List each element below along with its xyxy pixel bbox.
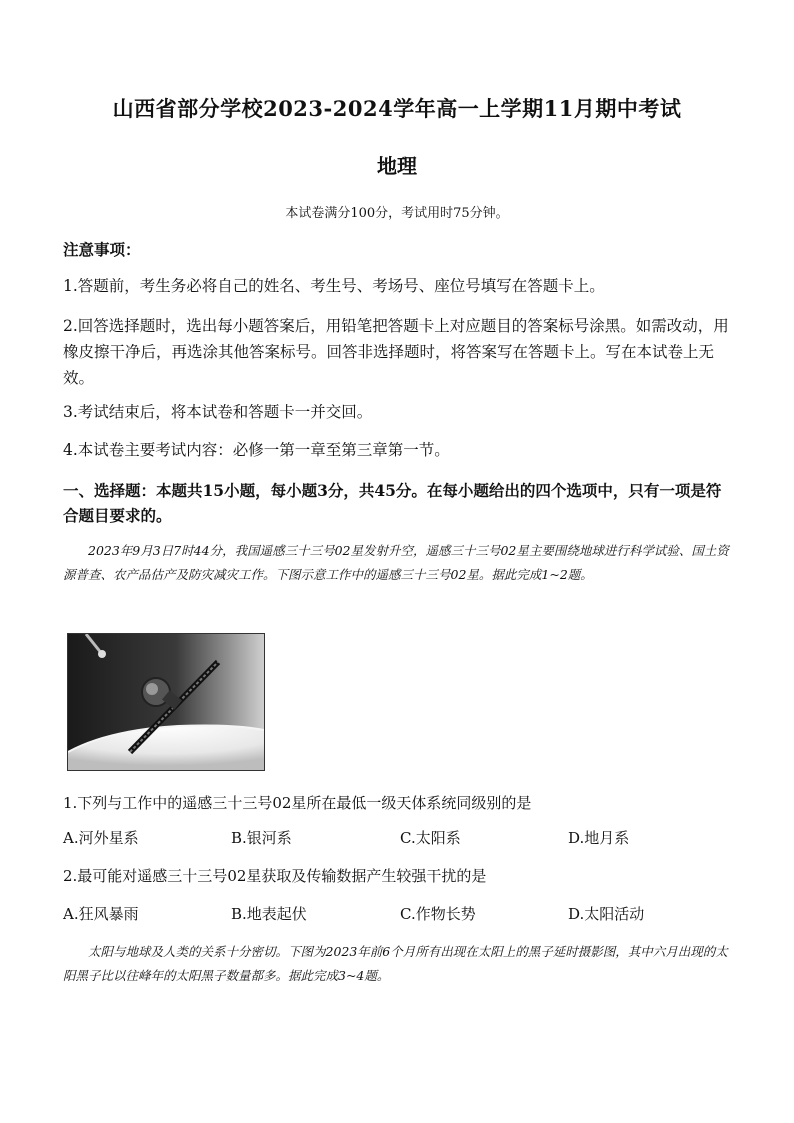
passage-1: 2023年9月3日7时44分，我国遥感三十三号02星发射升空，遥感三十三号02星主要围绕地球进行科学试验、国土资源普查、农产品估产及防灾减灾工作。下图示意工作中的遥感三十三号02星。据此完成1~2题。 (63, 543, 729, 582)
notes-heading: 注意事项： (63, 240, 141, 259)
option-a[interactable]: A.河外星系 (63, 829, 139, 847)
note-item-2: 2.回答选择题时，选出每小题答案后，用铅笔把答题卡上对应题目的答案标号涂黑。如需改动，用橡皮擦干净后，再选涂其他答案标号。回答非选择题时，将答案写在答题卡上。写在本试卷上无效。 (63, 317, 729, 387)
note-item-3: 3.考试结束后，将本试卷和答题卡一并交回。 (63, 403, 373, 421)
question-1-options (63, 826, 743, 850)
exam-subject: 地理 (377, 154, 417, 178)
question-2-stem: 2.最可能对遥感三十三号02星获取及传输数据产生较强干扰的是 (63, 867, 487, 885)
satellite-photo (67, 633, 265, 771)
section-heading: 一、选择题：本题共15小题，每小题3分，共45分。在每小题给出的四个选项中，只有一项是符合题目要求的。 (63, 481, 722, 525)
option-d[interactable]: D.地月系 (568, 829, 630, 847)
question-2-options (63, 902, 743, 926)
note-item-1: 1.答题前，考生务必将自己的姓名、考生号、考场号、座位号填写在答题卡上。 (63, 277, 605, 295)
option-b[interactable]: B.地表起伏 (231, 905, 307, 923)
option-c[interactable]: C.太阳系 (400, 829, 461, 847)
note-item-4: 4.本试卷主要考试内容：必修一第一章至第三章第一节。 (63, 441, 450, 459)
option-c[interactable]: C.作物长势 (400, 905, 476, 923)
option-a[interactable]: A.狂风暴雨 (63, 905, 139, 923)
exam-info: 本试卷满分100分，考试用时75分钟。 (285, 206, 509, 221)
question-1-stem: 1.下列与工作中的遥感三十三号02星所在最低一级天体系统同级别的是 (63, 794, 532, 812)
option-d[interactable]: D.太阳活动 (568, 905, 645, 923)
option-b[interactable]: B.银河系 (231, 829, 292, 847)
passage-2: 太阳与地球及人类的关系十分密切。下图为2023年前6个月所有出现在太阳上的黑子延时摄影图，其中六月出现的太阳黑子比以往峰年的太阳黑子数量都多。据此完成3~4题。 (63, 944, 728, 983)
exam-title: 山西省部分学校2023-2024学年高一上学期11月期中考试 (112, 96, 682, 121)
